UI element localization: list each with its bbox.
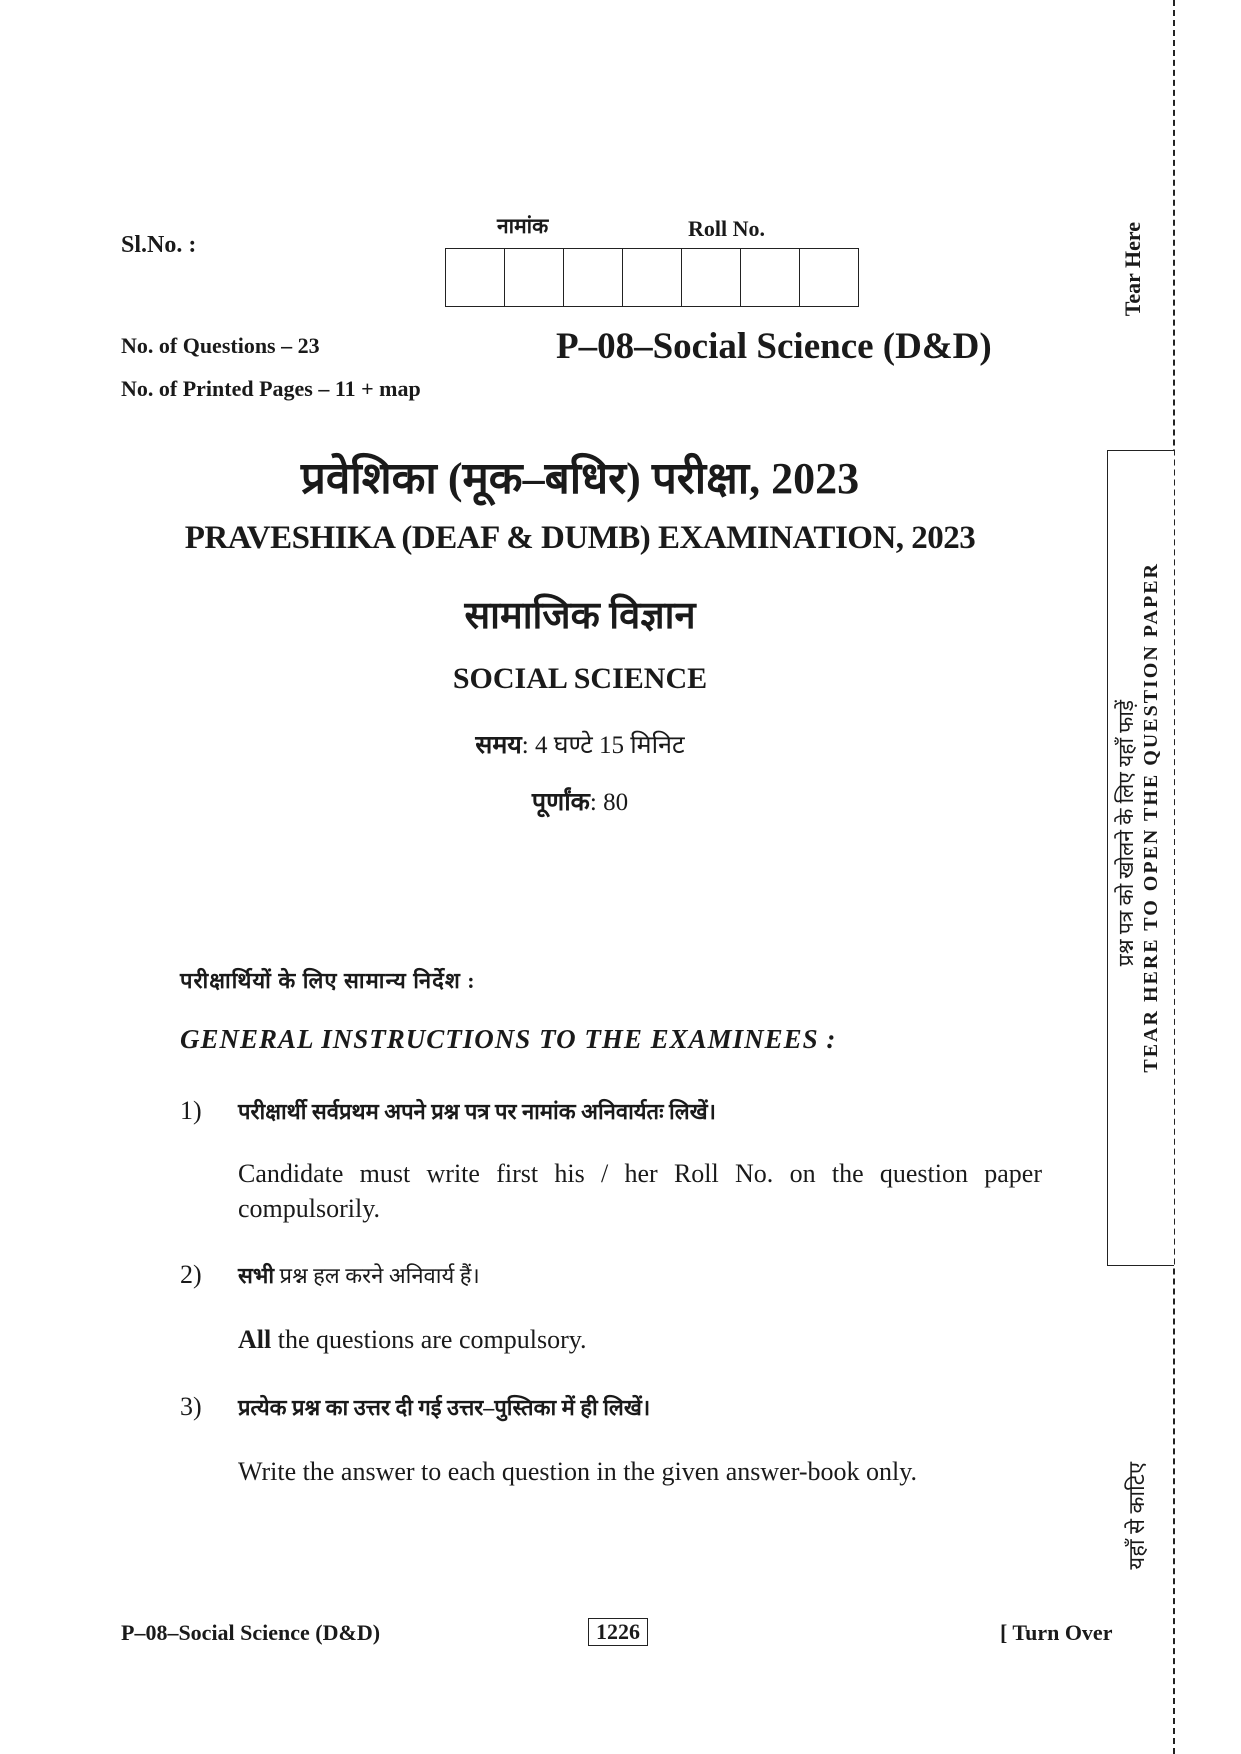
instruction-english: Write the answer to each question in the given answer-book only. — [238, 1457, 918, 1486]
roll-digit-box[interactable] — [505, 249, 564, 306]
instruction-hindi — [238, 1258, 1042, 1293]
number-of-questions: No. of Questions – 23 — [121, 333, 320, 358]
instruction-hindi-bold: सभी — [238, 1263, 275, 1288]
footer-paper-code: P–08–Social Science (D&D) — [121, 1620, 381, 1645]
roll-digit-box[interactable] — [800, 249, 858, 306]
instruction-english — [238, 1322, 1042, 1357]
marks-label: पूर्णांक — [531, 789, 590, 816]
time-value: : 4 घण्टे 15 मिनिट — [521, 732, 685, 759]
instruction-english-rest: the questions are compulsory. — [271, 1325, 587, 1354]
instruction-english: Candidate must write first his / her Roll No. on the question paper compulsorily. — [238, 1159, 1042, 1223]
marks-value: : 80 — [589, 789, 629, 816]
turn-over-label: [ Turn Over — [1000, 1620, 1113, 1645]
instruction-number: 3) — [180, 1392, 202, 1421]
instructions-heading-hindi: परीक्षार्थियों के लिए सामान्य निर्देश : — [180, 968, 476, 993]
instructions-heading-english: GENERAL INSTRUCTIONS TO THE EXAMINEES : — [180, 1024, 837, 1054]
instruction-english-bold: All — [238, 1325, 272, 1354]
maximum-marks — [0, 784, 1160, 818]
instruction-hindi: परीक्षार्थी सर्वप्रथम अपने प्रश्न पत्र पर नामांक अनिवार्यतः लिखें। — [238, 1099, 716, 1124]
time-label: समय — [475, 732, 522, 759]
roll-digit-box[interactable] — [741, 249, 800, 306]
instruction-number: 2) — [180, 1260, 202, 1289]
cut-here-label: यहाँ से काटिए — [1124, 1462, 1149, 1570]
roll-number-label-hindi: नामांक — [497, 214, 549, 238]
roll-digit-box[interactable] — [564, 249, 623, 306]
roll-number-label: Roll No. — [688, 216, 765, 241]
exam-title-hindi: प्रवेशिका (मूक–बधिर) परीक्षा, 2023 — [300, 454, 860, 503]
exam-title-english: PRAVESHIKA (DEAF & DUMB) EXAMINATION, 2023 — [184, 520, 976, 556]
instruction-hindi: प्रत्येक प्रश्न का उत्तर दी गई उत्तर–पुस्तिका में ही लिखें। — [238, 1395, 651, 1420]
footer-booklet-code: 1226 — [588, 1618, 648, 1646]
number-of-pages: No. of Printed Pages – 11 + map — [121, 376, 421, 401]
subject-title-hindi: सामाजिक विज्ञान — [464, 595, 696, 637]
instruction-hindi-rest: प्रश्न हल करने अनिवार्य हैं। — [274, 1263, 480, 1288]
subject-title-english: SOCIAL SCIENCE — [452, 662, 708, 695]
roll-digit-box[interactable] — [623, 249, 682, 306]
serial-number-label: Sl.No. : — [121, 232, 197, 258]
paper-code: P–08–Social Science (D&D) — [556, 326, 992, 367]
tear-instruction-hindi: प्रश्न पत्र को खोलने के लिए यहाँ फाड़ें — [1114, 700, 1138, 967]
roll-number-boxes — [445, 248, 859, 307]
exam-duration — [0, 727, 1160, 761]
tear-instruction-english: TEAR HERE TO OPEN THE QUESTION PAPER — [1140, 562, 1162, 1073]
roll-digit-box[interactable] — [446, 249, 505, 306]
tear-here-label: Tear Here — [1120, 222, 1145, 317]
roll-digit-box[interactable] — [682, 249, 741, 306]
instruction-number: 1) — [180, 1096, 202, 1125]
